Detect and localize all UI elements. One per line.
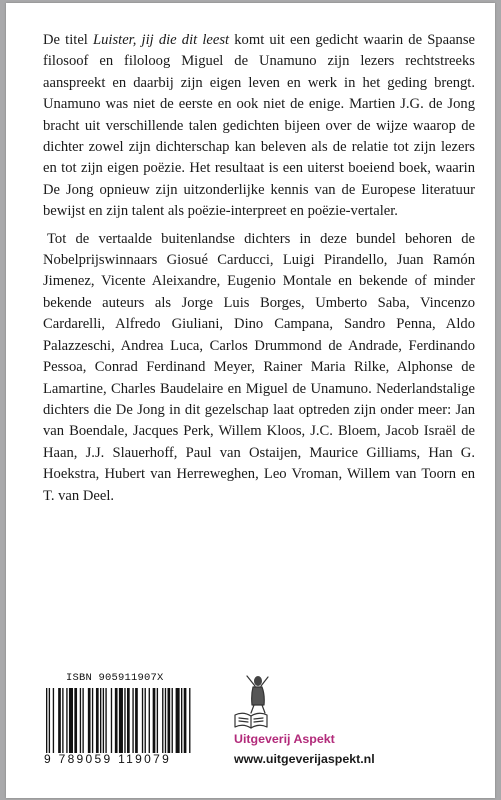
reader-with-book-icon (221, 673, 281, 731)
book-back-cover (6, 3, 495, 798)
publisher-block (221, 673, 471, 773)
blurb-paragraph-2: Tot de vertaalde buitenlandse dichters in deze bundel behoren de Nobelprijswinnaars Giosué Carducci, Luigi Pirandello, Juan Ramón Jimenez, Vicente Aleixandre, Eugenio Montale en bekende of minder bekende auteurs als Jorge Luis Borges, Umberto Saba, Vincenzo Cardarelli, Alfredo Giuliani, Dino Campana, Sandro Penna, Aldo Palazzeschi, Andrea Luca, Carlos Drummond de Andrade, Ferdinando Pessoa, Conrad Ferdinand Meyer, Rainer Maria Rilke, Alphonse de Lamartine, Charles Baudelaire en Miguel de Unamuno. Nederlandstalige dichters die De Jong in dit gezelschap laat optreden zijn onder meer: Jan van Boendale, Jacques Perk, Willem Kloos, J.C. Bloem, Jacob Israël de Haan, J.J. Slauerhoff, Paul van Ostaijen, Maurice Gilliams, Han G. Hoekstra, Hubert van Herreweghen, Leo Vroman, Willem van Toorn en T. van Deel. (43, 230, 475, 504)
blurb-text (43, 30, 475, 507)
blurb-intro: De titel (43, 32, 93, 48)
blurb-body: komt uit een gedicht waarin de Spaanse filosoof en filoloog Miguel de Unamuno zijn lezers rechtstreeks aanspreekt en daarbij zijn eigen leven en werk in het geding brengt. Unamuno was niet de eerste en ook niet de enige. Martien J.G. de Jong bracht uit verschillende talen gedichten bijeen over de wijze waarop de dichter zowel zijn dichterschap kan beleven als de relatie tot zijn lezers en tot zijn eigen poëzie. Het resultaat is een uiterst boeiend boek, waarin De Jong opnieuw zijn uitzonderlijke kennis van de Europese literatuur bewijst en zijn talent als poëzie-interpreet en poëzie-vertaler. (43, 32, 476, 220)
barcode-block (42, 672, 208, 772)
blurb-paragraph-1 (43, 30, 475, 223)
ean-number: 9 789059 119079 (44, 752, 172, 766)
publisher-website[interactable]: www.uitgeverijaspekt.nl (234, 752, 375, 766)
barcode-icon (42, 688, 208, 753)
publisher-name: Uitgeverij Aspekt (234, 732, 335, 746)
isbn-label: ISBN 905911907X (66, 672, 164, 684)
book-title: Luister, jij die dit leest (93, 32, 230, 48)
